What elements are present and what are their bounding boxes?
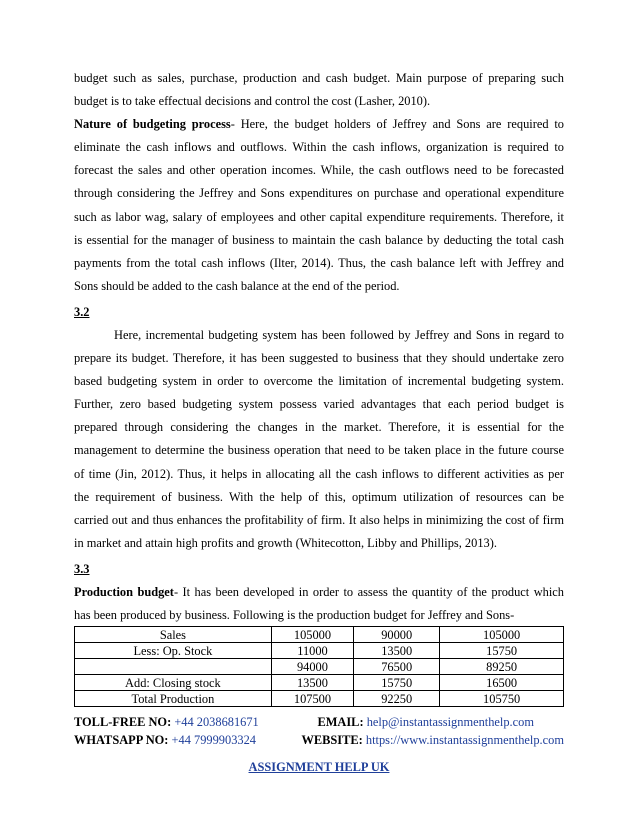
email-link[interactable]: help@instantassignmenthelp.com <box>366 715 534 729</box>
table-row <box>75 627 564 643</box>
footer-contact-row-2 <box>74 733 564 748</box>
website-link[interactable]: https://www.instantassignmenthelp.com <box>365 733 564 747</box>
paragraph-line: such as labor wag, salary of employees and other capital expenditure requirements. Therefore, it <box>74 209 564 224</box>
nature-text: - Here, the budget holders of Jeffrey and Sons are required to <box>230 117 564 132</box>
website-label: WEBSITE: <box>301 733 363 747</box>
table-cell: 13500 <box>354 643 440 659</box>
body-text <box>74 67 564 627</box>
table-cell: 89250 <box>440 659 564 675</box>
section-heading-3-3: 3.3 <box>74 561 90 576</box>
tollfree-label: TOLL-FREE NO: <box>74 715 172 729</box>
table-cell: 105000 <box>271 627 353 643</box>
table-cell: 15750 <box>354 675 440 691</box>
paragraph-line: has been produced by business. Following is the production budget for Jeffrey and Sons- <box>74 607 515 622</box>
paragraph-line: payments from the total cash inflows (Ilter, 2014). Thus, the cash balance left with Jeffrey and <box>74 255 564 270</box>
paragraph-line: budget is to take effectual decisions and control the cost (Lasher, 2010). <box>74 94 431 109</box>
paragraph-line: in market and attain high profits and growth (Whitecotton, Libby and Phillips, 2013). <box>74 535 497 550</box>
table-cell: Add: Closing stock <box>75 675 272 691</box>
paragraph-line: Further, zero based budgeting system possess varied advantages that each period budget is <box>74 397 564 412</box>
production-heading: Production budget <box>74 584 174 599</box>
table-cell: Total Production <box>75 691 272 707</box>
table-cell: 13500 <box>271 675 353 691</box>
paragraph-line: budget such as sales, purchase, production and cash budget. Main purpose of preparing such <box>74 71 564 85</box>
table-cell: 105750 <box>440 691 564 707</box>
brand-link[interactable]: ASSIGNMENT HELP UK <box>248 760 390 774</box>
production-budget-table <box>74 626 564 707</box>
table-cell: 16500 <box>440 675 564 691</box>
table-row <box>75 659 564 675</box>
paragraph-line: Sons should be added to the cash balance at the end of the period. <box>74 278 400 293</box>
table-cell: 15750 <box>440 643 564 659</box>
table-cell: 107500 <box>271 691 353 707</box>
paragraph-line: the requirement of business. With the help of this, optimum utilization of resources can be <box>74 489 564 504</box>
paragraph-line <box>74 581 564 604</box>
table-cell: 11000 <box>271 643 353 659</box>
tollfree-number[interactable]: +44 2038681671 <box>174 715 259 729</box>
paragraph-line <box>74 113 564 136</box>
table-cell: Sales <box>75 627 272 643</box>
paragraph-line: eliminate the cash inflows and outflows. Within the cash inflows, organization is required to <box>74 140 564 155</box>
nature-heading: Nature of budgeting process <box>74 117 231 132</box>
email-label: EMAIL: <box>317 715 364 729</box>
paragraph-line: forecast the sales and other operation incomes. While, the cash outflows need to be forecasted <box>74 163 564 178</box>
table-cell: 90000 <box>354 627 440 643</box>
table-cell: 92250 <box>354 691 440 707</box>
paragraph-line: Here, incremental budgeting system has been followed by Jeffrey and Sons in regard to <box>114 327 564 342</box>
section-heading-3-2: 3.2 <box>74 304 90 319</box>
table-row <box>75 675 564 691</box>
paragraph-line: prepared through considering the changes in the market. Therefore, it is essential for the <box>74 420 564 435</box>
paragraph-line: through considering the Jeffrey and Sons expenditures on purchase and operational expenditure <box>74 186 564 201</box>
table-cell: 105000 <box>440 627 564 643</box>
paragraph-line: of time (Jin, 2012). Thus, it helps in allocating all the cash inflows to different activities as per <box>74 466 564 481</box>
paragraph-line: prepare its budget. Therefore, it has been suggested to business that they should undertake zero <box>74 351 564 366</box>
paragraph-line: management to determine the business operation that need to be taken place in the future course <box>74 443 564 458</box>
table-row <box>75 643 564 659</box>
table-cell: 76500 <box>354 659 440 675</box>
paragraph-line: based budgeting system in order to overcome the limitation of incremental budgeting system. <box>74 374 564 389</box>
table-cell <box>75 659 272 675</box>
production-text: - It has been developed in order to assess the quantity of the product which <box>173 584 564 599</box>
whatsapp-number[interactable]: +44 7999903324 <box>171 733 256 747</box>
whatsapp-label: WHATSAPP NO: <box>74 733 169 747</box>
paragraph-line: carried out and thus enhances the profitability of firm. It also helps in minimizing the cost of firm <box>74 512 564 527</box>
table-cell: 94000 <box>271 659 353 675</box>
table-row <box>75 691 564 707</box>
paragraph-line: is essential for the manager of business to maintain the cash balance by deducting the total cash <box>74 232 564 247</box>
footer-contact-row-1 <box>74 715 564 730</box>
table-cell: Less: Op. Stock <box>75 643 272 659</box>
